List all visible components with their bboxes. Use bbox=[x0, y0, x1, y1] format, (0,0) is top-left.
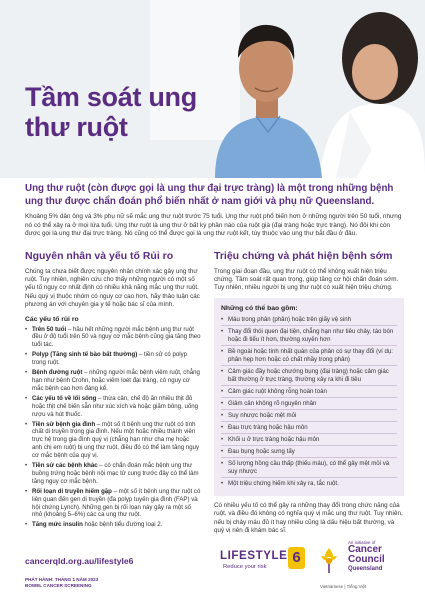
lifestyle-number: 6 bbox=[288, 547, 305, 569]
list-item: • Đau trực tràng hoặc hậu môn bbox=[221, 424, 397, 435]
symptoms-box-heading: Những có thể bao gồm: bbox=[221, 304, 298, 312]
risk-term: Polyp (Tăng sinh tế bào bất thường) bbox=[32, 351, 138, 359]
ccq-cancer: Cancer bbox=[348, 544, 382, 555]
list-item bbox=[25, 369, 201, 393]
risk-term: Tiền sử bệnh gia đình bbox=[32, 420, 96, 428]
ccq-council: Council bbox=[348, 554, 385, 565]
edition-info bbox=[25, 577, 185, 589]
list-item: • Một triệu chứng hiếm khi xảy ra, tắc ruột. bbox=[221, 480, 397, 490]
symptoms-section bbox=[214, 250, 404, 540]
list-item: • Số lượng hồng cầu thấp (thiếu máu), có thể gây mệt mỏi và suy nhược bbox=[221, 460, 397, 479]
list-item: • Cảm giác ruột không rỗng hoàn toàn bbox=[221, 388, 397, 399]
list-item bbox=[25, 521, 201, 529]
page-title: Tầm soát ung thư ruột bbox=[25, 82, 197, 142]
list-item bbox=[25, 326, 201, 350]
intro-paragraph: Khoảng 5% dân ông và 3% phụ nữ sẽ mắc ung thư ruột trước 75 tuổi. Ung thư ruột phổ biến hơn ở những người trên 50 tuổi, nhưng nó có thể xảy ra ở mọi lứa tuổi. Ung thư ruột là ung thư ở bất kỳ phần nào của ruột già (đại tràng hoặc trực tràng). Nó đôi khi còn được gọi là ung thư đại trực tràng. Nó cũng có thể được gọi là ung thư ruột kết, tùy thuộc vào ung thư bắt đầu ở đâu. bbox=[25, 213, 402, 238]
edition-date: PHÁT HÀNH: THÁNG 1 NĂM 2023 bbox=[25, 577, 99, 582]
ccq-queensland: Queensland bbox=[348, 566, 383, 572]
risk-term: Bệnh đường ruột bbox=[32, 369, 83, 377]
risk-body: Chúng ta chưa biết được nguyên nhân chính xác gây ung thư ruột. Tuy nhiên, nghiên cứu cho thấy những người có một số yếu tố nguy cơ nhất định có nhiều khả năng mắc ung thư ruột. Nếu quý vị thuộc nhóm có nguy cơ cao hơn, hãy thảo luận các phương án với chuyên gia y tế hoặc bác sĩ của mình. bbox=[25, 267, 200, 309]
list-item bbox=[25, 462, 201, 486]
risk-desc: – thừa cân, chế độ ăn nhiều thịt đỏ hoặc thịt chế biến sẵn như xúc xích và hoặc giăm bông, uống rượu và hút thuốc. bbox=[32, 394, 199, 418]
symptoms-closing: Có nhiều yếu tố có thể gây ra những thay đổi trong chức năng của ruột, và điều đó không có nghĩa quý vị mắc ung thư ruột. Tuy nhiên, nếu bị chảy máu đủ ít hay nhiều cũng là dấu hiệu bất thường, và quý vị nên đi khám bác sĩ. bbox=[214, 501, 403, 534]
risk-term: Trên 50 tuổi bbox=[32, 325, 67, 333]
risk-subheading: Các yếu tố rủi ro bbox=[25, 315, 79, 323]
list-item: • Cảm giác đầy hoặc chướng bụng (đại tràng) hoặc cảm giác bất thường ở trực tràng, thường xảy ra khi đi tiêu bbox=[221, 368, 397, 387]
risk-term: Các yếu tố về lối sống bbox=[32, 394, 97, 402]
list-item: • Giảm cân không rõ nguyên nhân bbox=[221, 400, 397, 411]
risk-term: Rối loạn di truyền hiếm gặp bbox=[32, 487, 112, 495]
symptoms-box bbox=[214, 298, 404, 496]
risk-desc: – tiền sử có polyp trong ruột. bbox=[32, 351, 188, 367]
list-item bbox=[25, 351, 201, 367]
list-item: • Máu trong phân (phân) hoặc trên giấy vệ sinh bbox=[221, 316, 397, 327]
list-item: • Thay đổi thói quen đại tiện, chẳng hạn như tiêu chảy, táo bón hoặc đi tiểu ít hơn, thường xuyên hơn bbox=[221, 328, 397, 347]
risk-desc: – một số ít bệnh ung thư ruột có tính chất di truyền trong gia đình. Nếu một hoặc nhiều thành viên trực hệ trong gia đình quý vị (chẳng hạn như cha mẹ hoặc anh chị em ruột) bị ung thư ruột, điều đó có thể làm tăng nguy cơ mắc bệnh của quý vị. bbox=[32, 420, 200, 460]
list-item bbox=[25, 395, 201, 419]
website-link[interactable]: cancerqld.org.au/lifestyle6 bbox=[25, 556, 134, 566]
symptoms-heading: Triệu chứng và phát hiện bệnh sớm bbox=[214, 250, 393, 262]
risk-desc: – hầu hết những người mắc bệnh ung thư ruột đều ở độ tuổi trên 50 và nguy cơ mắc bệnh cũng gia tăng theo tuổi tác. bbox=[32, 325, 201, 349]
list-item: • Khối u ở trực tràng hoặc hậu môn bbox=[221, 436, 397, 447]
language-label: Vietnamese | Tiếng Việt bbox=[320, 584, 367, 589]
risk-term: Tăng mức insulin bbox=[32, 521, 83, 529]
risk-term: Tiền sử các bệnh khác bbox=[32, 462, 98, 470]
cancer-council-logo bbox=[318, 540, 418, 580]
lifestyle6-logo bbox=[220, 546, 304, 576]
risk-section bbox=[25, 250, 201, 531]
symptoms-list bbox=[221, 316, 397, 490]
lifestyle-tagline: Reduce your risk bbox=[223, 564, 267, 570]
risk-desc: – có chẩn đoán mắc bệnh ung thư buồng trứng hoặc bệnh nội mạc tử cung trước đây có thể làm tăng nguy cơ mắc bệnh. bbox=[32, 462, 199, 485]
list-item bbox=[25, 488, 201, 520]
edition-topic: BOWEL CANCER SCREENING bbox=[25, 583, 92, 588]
symptoms-body: Trong giai đoạn đầu, ung thư ruột có thể không xuất hiện triệu chứng. Tầm soát rất quan trọng, giúp tăng cơ hội chẩn đoán sớm. Tuy nhiên, nhiều người bị ung thư ruột có xuất hiện triệu chứng. bbox=[214, 267, 399, 292]
risk-desc: hoặc bệnh tiểu đường loại 2. bbox=[82, 521, 163, 529]
list-item bbox=[25, 421, 201, 461]
risk-heading: Nguyên nhân và yếu tố Rủi ro bbox=[25, 250, 174, 262]
risk-desc: – những người mắc bệnh viêm ruột, chẳng hạn như bệnh Crohn, hoặc viêm loét đại tràng, có nguy cơ mắc bệnh cao hơn đáng kể. bbox=[32, 369, 200, 392]
risk-list bbox=[25, 326, 201, 530]
list-item: • Suy nhược hoặc mệt mỏi bbox=[221, 412, 397, 423]
intro-text: Ung thư ruột (còn được gọi là ung thư đại trực tràng) là một trong những bệnh ung thư được chẩn đoán phổ biến nhất ở nam giới và phụ nữ Queensland. bbox=[25, 183, 394, 207]
daffodil-icon bbox=[318, 546, 340, 574]
lifestyle-word: LIFESTYLE bbox=[220, 550, 288, 562]
risk-desc: – một số ít bệnh ung thư ruột có liên quan đến gen di truyền (đa polyp tuyến gia đình (FAP) và hội chứng Lynch). Những gen bị rối loạn này gây ra một số nhỏ (khoảng 5–6%) các ca ung thư ruột. bbox=[32, 487, 201, 519]
list-item: • Bề ngoài hoặc tính nhất quán của phân có sự thay đổi (ví dụ: phân hẹp hơn hoặc có chất nhầy trong phân) bbox=[221, 348, 397, 367]
list-item: • Đau bụng hoặc sưng tấy bbox=[221, 448, 397, 459]
ccq-initiative: An initiative of bbox=[348, 540, 376, 545]
